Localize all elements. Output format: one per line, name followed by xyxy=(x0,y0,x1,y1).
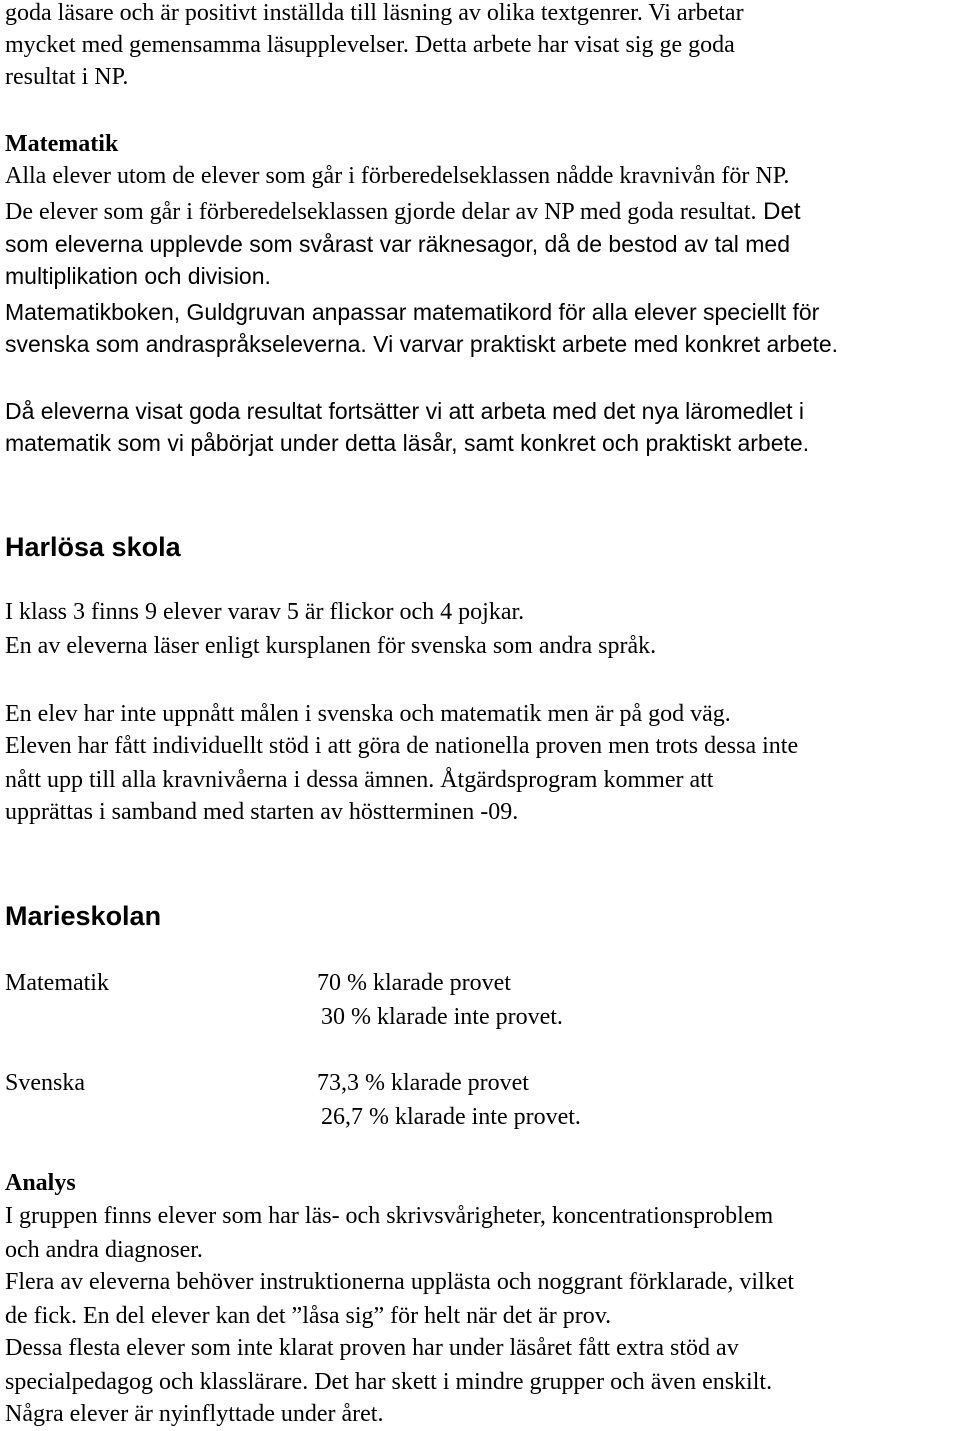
body-text: svenska som andraspråkseleverna. Vi varvar praktiskt arbete med konkret arbete. xyxy=(5,331,839,357)
body-text: En av eleverna läser enligt kursplanen för svenska som andra språk. xyxy=(5,633,657,659)
body-text: Flera av eleverna behöver instruktionerna upplästa och noggrant förklarade, vilket xyxy=(5,1269,795,1295)
body-text: Dessa flesta elever som inte klarat proven har under läsåret fått extra stöd av xyxy=(5,1335,739,1361)
body-text: upprättas i samband med starten av höstterminen -09. xyxy=(5,799,519,825)
body-text: Eleven har fått individuellt stöd i att göra de nationella proven men trots dessa inte xyxy=(5,733,799,759)
body-text-serif: De elever som går i förberedelseklassen gjorde delar av NP med goda resultat. xyxy=(5,199,757,225)
body-text: som eleverna upplevde som svårast var räknesagor, då de bestod av tal med xyxy=(5,231,790,257)
section-title: Matematik xyxy=(5,131,119,157)
body-text: de fick. En del elever kan det ”låsa sig” för helt när det är prov. xyxy=(5,1303,612,1329)
body-text: I gruppen finns elever som har läs- och skrivsvårigheter, koncentrationsproblem xyxy=(5,1203,774,1229)
body-text: Alla elever utom de elever som går i förberedelseklassen nådde kravnivån för NP. xyxy=(5,163,790,189)
body-text xyxy=(5,196,801,228)
body-text: Matematikboken, Guldgruvan anpassar matematikord för alla elever speciellt för xyxy=(5,299,820,325)
body-text: och andra diagnoser. xyxy=(5,1237,203,1263)
body-text: resultat i NP. xyxy=(5,64,129,90)
analys-title: Analys xyxy=(5,1170,76,1196)
subject-label: Svenska xyxy=(5,1070,85,1096)
body-text: Då eleverna visat goda resultat fortsätter vi att arbeta med det nya läromedlet i xyxy=(5,398,805,424)
body-text: multiplikation och division. xyxy=(5,263,271,289)
body-text: goda läsare och är positivt inställda till läsning av olika textgenrer. Vi arbetar xyxy=(5,0,744,26)
body-text: I klass 3 finns 9 elever varav 5 är flickor och 4 pojkar. xyxy=(5,599,525,625)
subject-label: Matematik xyxy=(5,970,109,996)
body-text-sans: Det xyxy=(756,198,801,225)
body-text: nått upp till alla kravnivåerna i dessa ämnen. Åtgärdsprogram kommer att xyxy=(5,767,714,793)
result-passed: 73,3 % klarade provet xyxy=(317,1070,529,1096)
body-text: specialpedagog och klasslärare. Det har skett i mindre grupper och även enskilt. xyxy=(5,1369,773,1395)
body-text: matematik som vi påbörjat under detta läsår, samt konkret och praktiskt arbete. xyxy=(5,430,810,456)
body-text: En elev har inte uppnått målen i svenska och matematik men är på god väg. xyxy=(5,701,731,727)
result-failed: 26,7 % klarade inte provet. xyxy=(321,1104,581,1130)
school-heading: Marieskolan xyxy=(5,901,162,931)
body-text: mycket med gemensamma läsupplevelser. Detta arbete har visat sig ge goda xyxy=(5,32,735,58)
result-passed: 70 % klarade provet xyxy=(317,970,511,996)
school-heading: Harlösa skola xyxy=(5,532,181,562)
result-failed: 30 % klarade inte provet. xyxy=(321,1004,563,1030)
body-text: Några elever är nyinflyttade under året. xyxy=(5,1401,384,1427)
